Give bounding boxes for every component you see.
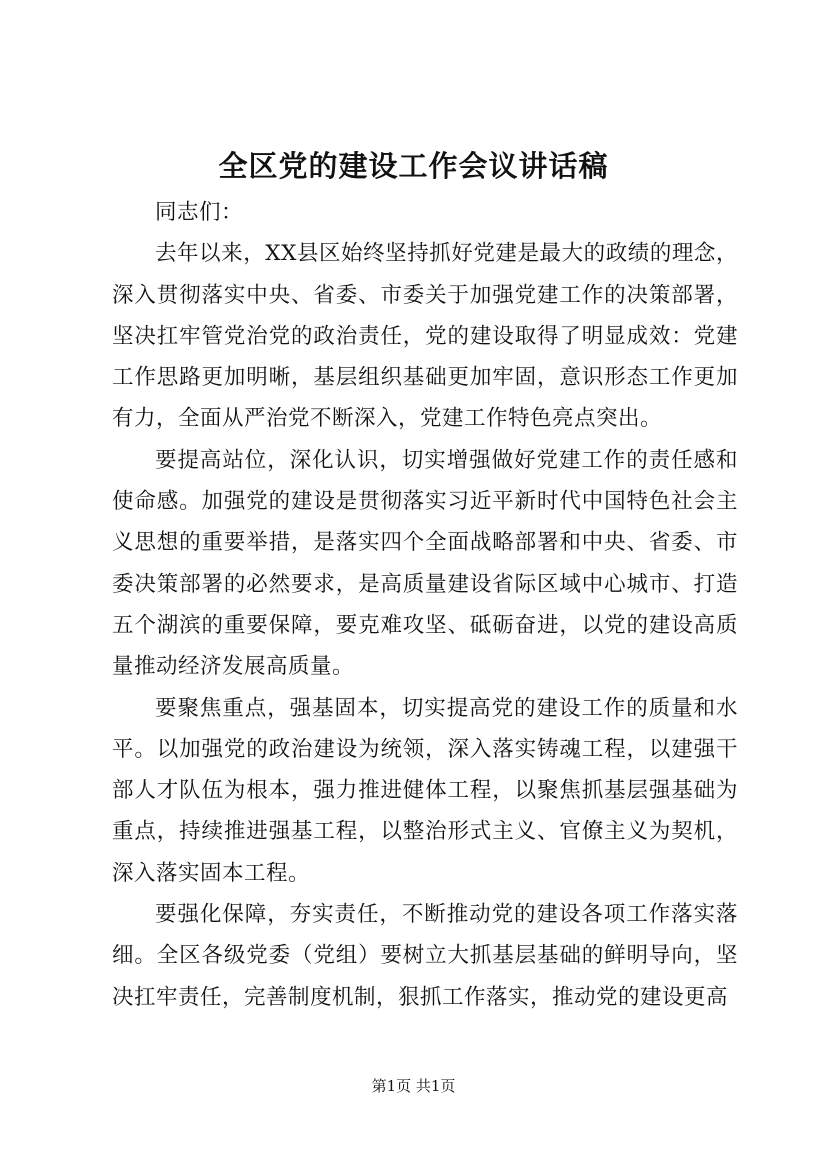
page-footer: 第1页 共1页 [371, 1077, 456, 1095]
paragraph-1: 去年以来，XX县区始终坚持抓好党建是最大的政绩的理念，深入贯彻落实中央、省委、市委关于加强党建工作的决策部署，坚决扛牢管党治党的政治责任，党的建设取得了明显成效：党建工作思路更加明晰，基层组织基础更加牢固，意识形态工作更加有力，全面从严治党不断深入，党建工作特色亮点突出。 [112, 241, 738, 432]
document-title: 全区党的建设工作会议讲话稿 [218, 149, 609, 183]
paragraph-2: 要提高站位，深化认识，切实增强做好党建工作的责任感和使命感。加强党的建设是贯彻落实习近平新时代中国特色社会主义思想的重要举措，是落实四个全面战略部署和中央、省委、市委决策部署的必然要求，是高质量建设省际区域中心城市、打造五个湖滨的重要保障，要克难攻坚、砥砺奋进，以党的建设高质量推动经济发展高质量。 [112, 447, 738, 680]
paragraph-3: 要聚焦重点，强基固本，切实提高党的建设工作的质量和水平。以加强党的政治建设为统领，深入落实铸魂工程，以建强干部人才队伍为根本，强力推进健体工程，以聚焦抓基层强基础为重点，持续推进强基工程，以整治形式主义、官僚主义为契机，深入落实固本工程。 [112, 695, 738, 886]
paragraph-4: 要强化保障，夯实责任，不断推动党的建设各项工作落实落细。全区各级党委（党组）要树立大抓基层基础的鲜明导向，坚决扛牢责任，完善制度机制，狠抓工作落实，推动党的建设更高 [112, 902, 738, 1010]
document-body [112, 192, 738, 1018]
salutation: 同志们： [155, 200, 244, 225]
